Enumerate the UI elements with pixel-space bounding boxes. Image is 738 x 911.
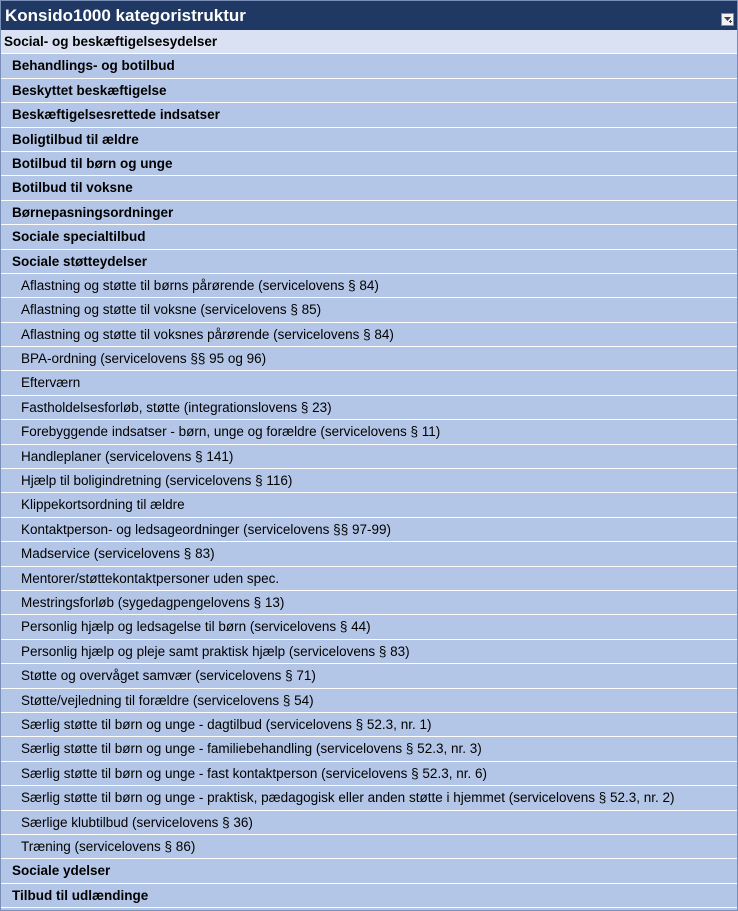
pivot-title: Konsido1000 kategoristruktur [5, 6, 246, 25]
subcategory-row[interactable]: Fastholdelsesforløb, støtte (integrationslovens § 23) [1, 396, 737, 420]
subcategory-row[interactable]: Klippekortsordning til ældre [1, 493, 737, 517]
subcategory-row[interactable]: Mentorer/støttekontaktpersoner uden spec. [1, 567, 737, 591]
subcategory-row[interactable]: Særlig støtte til børn og unge - dagtilbud (servicelovens § 52.3, nr. 1) [1, 713, 737, 737]
category-row[interactable]: Tilbud til udlændinge [1, 884, 737, 908]
category-row[interactable]: Beskæftigelsesrettede indsatser [1, 103, 737, 127]
subcategory-row[interactable]: Særlig støtte til børn og unge - fast kontaktperson (servicelovens § 52.3, nr. 6) [1, 762, 737, 786]
category-row[interactable]: Sociale støtteydelser [1, 250, 737, 274]
subcategory-row[interactable]: Aflastning og støtte til børns pårørende (servicelovens § 84) [1, 274, 737, 298]
subcategory-row[interactable]: Mestringsforløb (sygedagpengelovens § 13) [1, 591, 737, 615]
category-row[interactable]: Sociale specialtilbud [1, 225, 737, 249]
subcategory-row[interactable]: Efterværn [1, 371, 737, 395]
subcategory-row[interactable]: Personlig hjælp og pleje samt praktisk hjælp (servicelovens § 83) [1, 640, 737, 664]
pivot-header [1, 1, 737, 30]
subcategory-row[interactable]: Hjælp til boligindretning (servicelovens § 116) [1, 469, 737, 493]
subcategory-row[interactable]: Støtte/vejledning til forældre (servicelovens § 54) [1, 689, 737, 713]
filter-dropdown-icon[interactable] [721, 13, 734, 26]
subcategory-row[interactable]: Madservice (servicelovens § 83) [1, 542, 737, 566]
subcategory-row[interactable]: Støtte og overvåget samvær (servicelovens § 71) [1, 664, 737, 688]
category-row[interactable]: Børnepasningsordninger [1, 201, 737, 225]
subcategory-row[interactable]: Forebyggende indsatser - børn, unge og forældre (servicelovens § 11) [1, 420, 737, 444]
subcategory-row[interactable]: BPA-ordning (servicelovens §§ 95 og 96) [1, 347, 737, 371]
category-row[interactable]: Boligtilbud til ældre [1, 128, 737, 152]
subcategory-row[interactable]: Aflastning og støtte til voksnes pårørende (servicelovens § 84) [1, 323, 737, 347]
category-row[interactable]: Behandlings- og botilbud [1, 54, 737, 78]
category-group-row[interactable]: Social- og beskæftigelsesydelser [1, 30, 737, 54]
subcategory-row[interactable]: Træning (servicelovens § 86) [1, 835, 737, 859]
subcategory-row[interactable]: Særlig støtte til børn og unge - praktisk, pædagogisk eller anden støtte i hjemmet (servicelovens § 52.3, nr. 2) [1, 786, 737, 810]
category-row[interactable]: Botilbud til børn og unge [1, 152, 737, 176]
category-row[interactable]: Sociale ydelser [1, 859, 737, 883]
subcategory-row[interactable]: Kontaktperson- og ledsageordninger (servicelovens §§ 97-99) [1, 518, 737, 542]
category-row[interactable]: Beskyttet beskæftigelse [1, 79, 737, 103]
subcategory-row[interactable]: Handleplaner (servicelovens § 141) [1, 445, 737, 469]
category-list [1, 30, 737, 908]
subcategory-row[interactable]: Personlig hjælp og ledsagelse til børn (servicelovens § 44) [1, 615, 737, 639]
subcategory-row[interactable]: Særlige klubtilbud (servicelovens § 36) [1, 811, 737, 835]
subcategory-row[interactable]: Særlig støtte til børn og unge - familiebehandling (servicelovens § 52.3, nr. 3) [1, 737, 737, 761]
subcategory-row[interactable]: Aflastning og støtte til voksne (servicelovens § 85) [1, 298, 737, 322]
category-row[interactable]: Botilbud til voksne [1, 176, 737, 200]
